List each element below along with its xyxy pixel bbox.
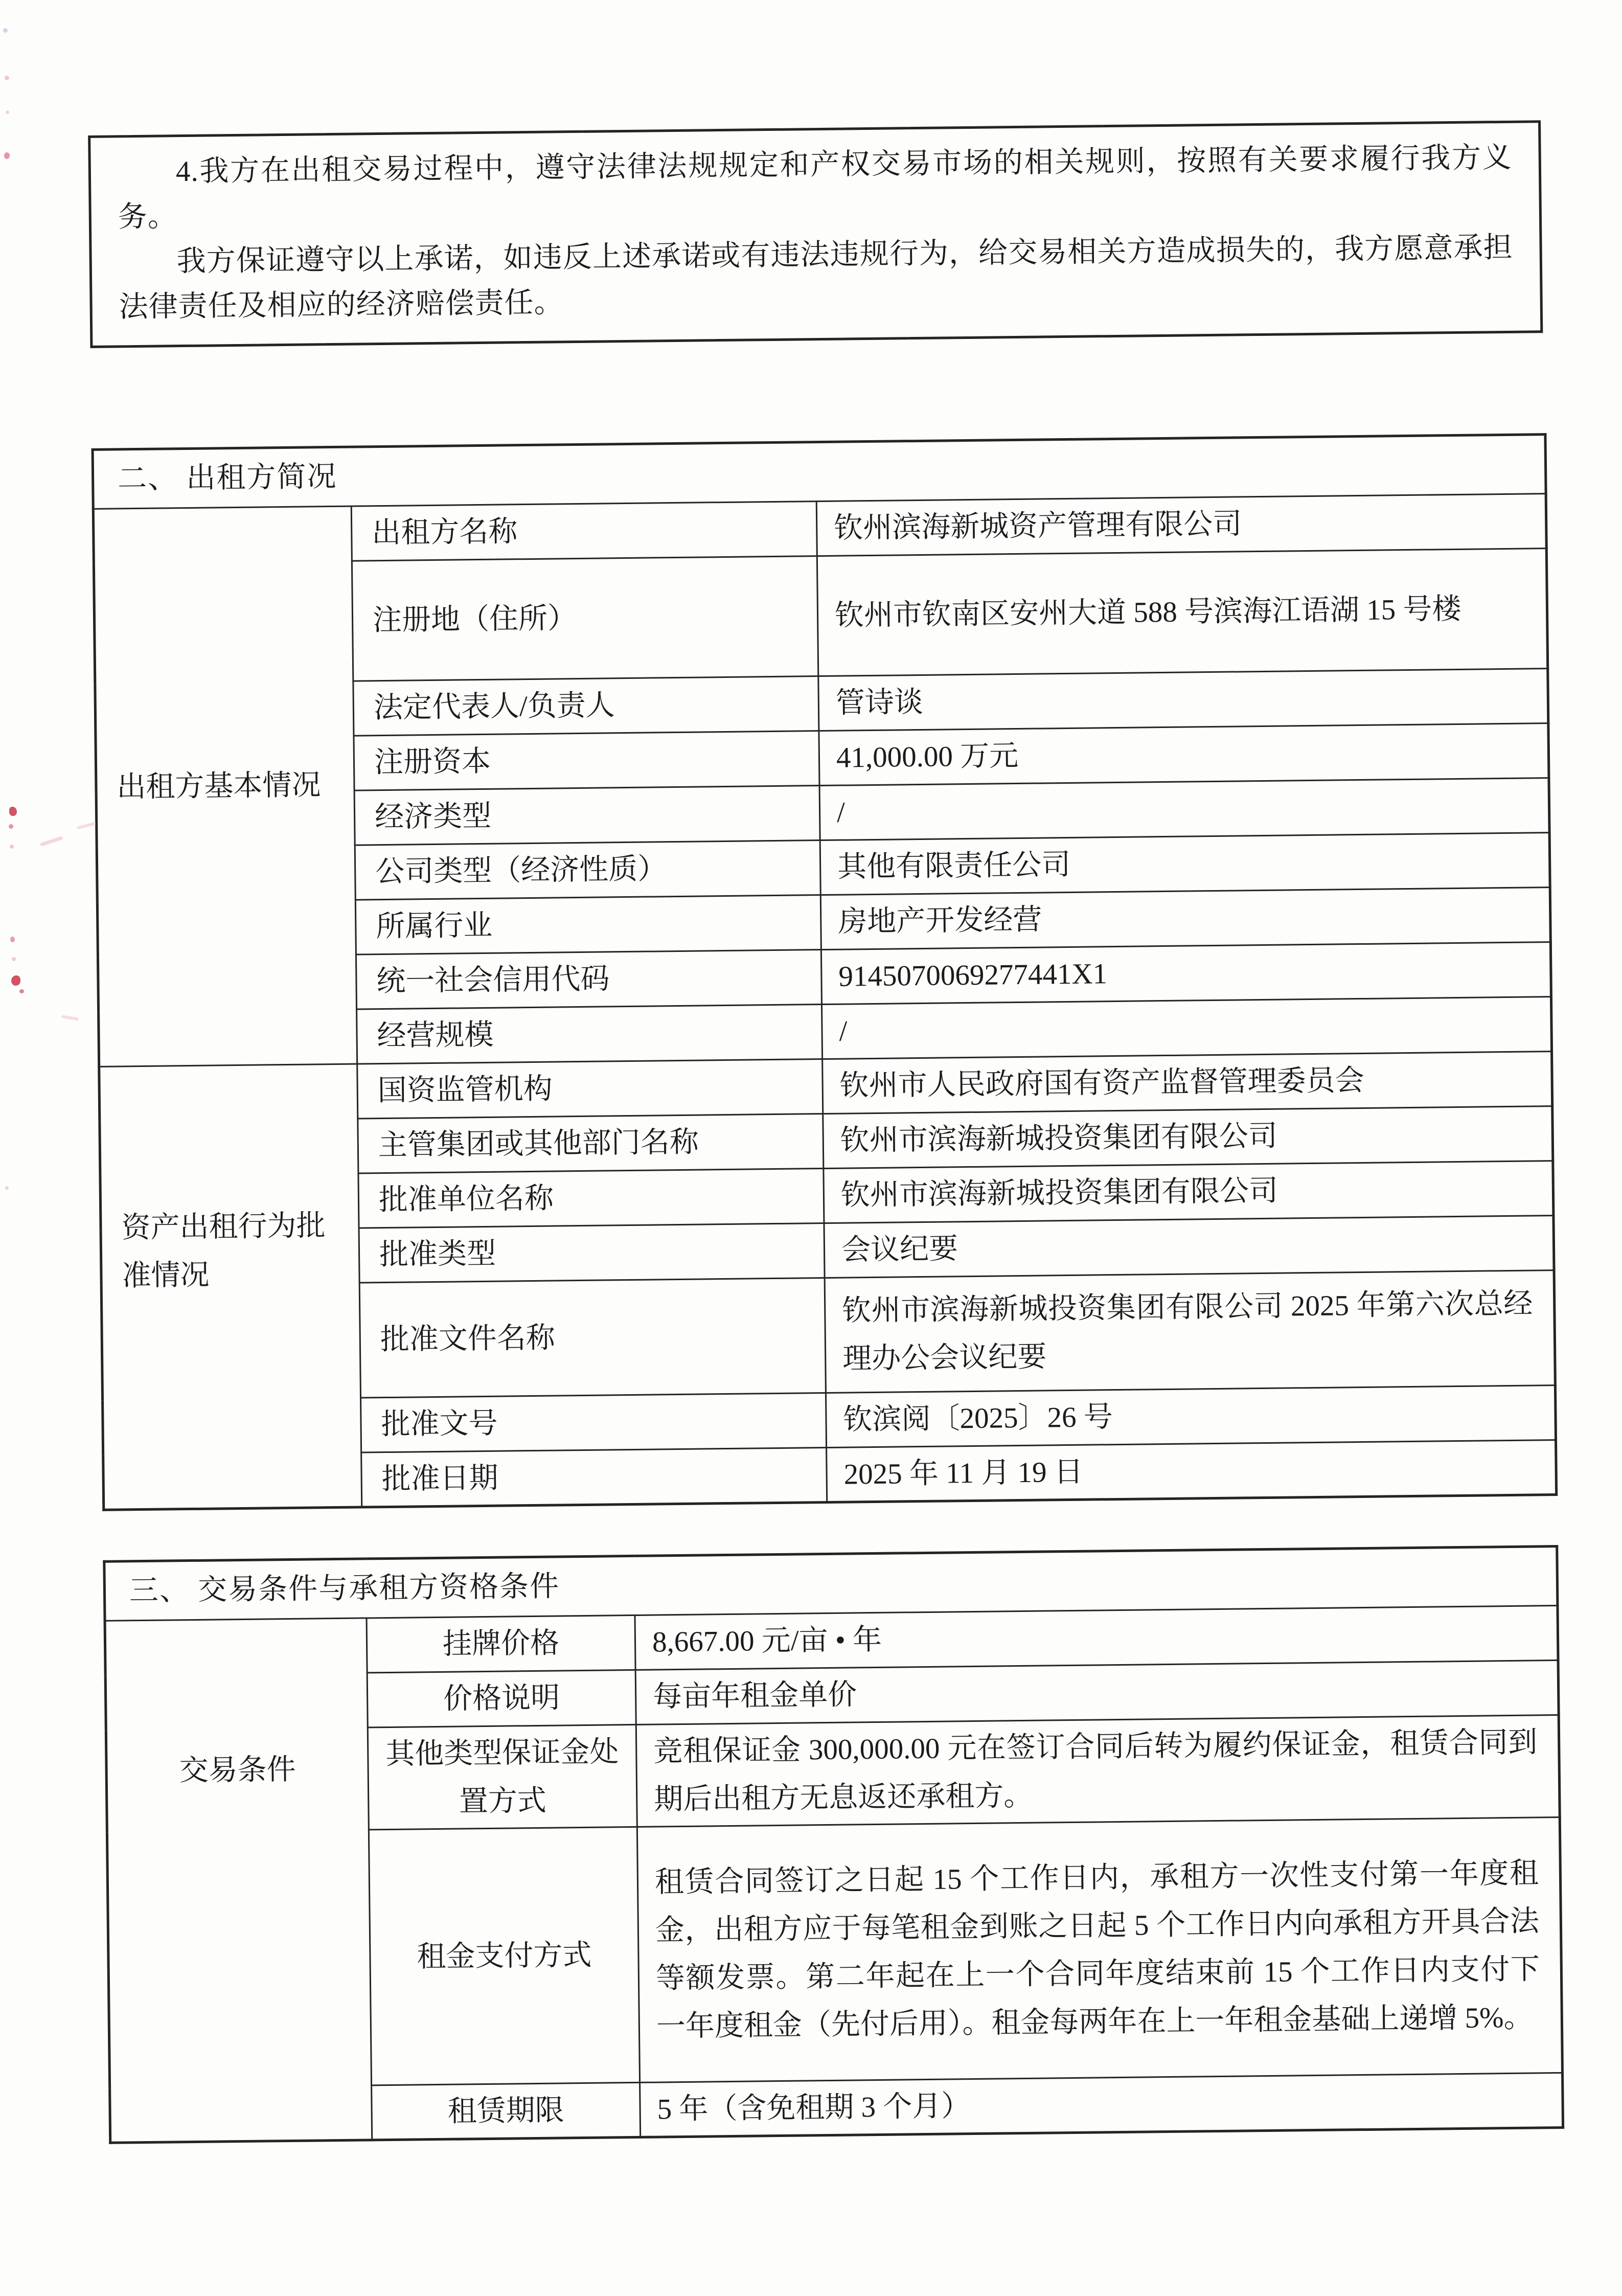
group-header-trade-conditions: 交易条件 [105, 1618, 372, 2143]
group-header-basic-info: 出租方基本情况 [93, 506, 357, 1066]
row-value: 钦州市滨海新城投资集团有限公司 [824, 1161, 1554, 1223]
row-value: / [822, 997, 1552, 1059]
group-header-approval-info: 资产出租行为批准情况 [99, 1064, 362, 1510]
lessor-profile-table [92, 433, 1558, 1511]
row-value: 钦州市滨海新城投资集团有限公司 2025 年第六次总经理办公会议纪要 [825, 1270, 1555, 1393]
row-label: 挂牌价格 [367, 1615, 635, 1672]
document-sheet [87, 0, 1562, 2144]
scan-artifact [40, 836, 63, 847]
row-value: 钦州市滨海新城投资集团有限公司 [823, 1106, 1553, 1169]
commitment-notice-box [88, 120, 1543, 348]
section2-title: 二、 出租方简况 [93, 435, 1546, 509]
scan-artifact [11, 975, 20, 986]
row-label: 批准类型 [359, 1223, 825, 1283]
row-label: 所属行业 [355, 895, 821, 955]
row-value: 2025 年 11 月 19 日 [827, 1440, 1557, 1503]
row-label: 其他类型保证金处置方式 [368, 1724, 637, 1829]
row-value: 5 年（含免租期 3 个月） [640, 2073, 1563, 2137]
scan-artifact [9, 807, 17, 816]
scan-artifact [10, 845, 14, 849]
row-label: 价格说明 [367, 1670, 636, 1727]
scan-artifact [5, 76, 9, 80]
notice-paragraph: 4.我方在出租交易过程中，遵守法律法规规定和产权交易市场的相关规则，按照有关要求履行我方义务。 [118, 141, 1513, 234]
row-value: 会议纪要 [824, 1216, 1554, 1278]
row-label: 经营规模 [357, 1005, 823, 1064]
row-value: 9145070069277441X1 [821, 942, 1551, 1005]
scan-artifact [3, 28, 8, 33]
row-value: 租赁合同签订之日起 15 个工作日内，承租方一次性支付第一年度租金，出租方应于每笔租金到账之日起 5 个工作日内向承租方开具合法等额发票。第二年起在上一个合同年度结束前 15 个工作日内支付下一年度租金（先付后用）。租金每两年在上一年租金基础上递增 5%。 [637, 1817, 1562, 2083]
row-value: 管诗谈 [818, 669, 1548, 731]
scan-artifact [61, 1015, 79, 1021]
row-label: 统一社会信用代码 [356, 950, 821, 1010]
scan-artifact [77, 822, 96, 829]
scan-artifact [12, 957, 16, 961]
row-value: / [819, 778, 1549, 840]
row-label: 批准文号 [361, 1393, 827, 1453]
row-value: 竞租保证金 300,000.00 元在签订合同后转为履约保证金，租赁合同到期后出租方无息返还承租方。 [636, 1715, 1560, 1827]
notice-paragraph: 我方保证遵守以上承诺，如违反上述承诺或有违法违规行为，给交易相关方造成损失的，我方愿意承担法律责任及相应的经济赔偿责任。 [119, 231, 1513, 324]
row-label: 法定代表人/负责人 [353, 676, 819, 736]
row-label: 出租方名称 [351, 502, 817, 561]
row-label: 注册资本 [354, 731, 819, 791]
row-label: 国资监管机构 [357, 1059, 823, 1119]
row-label: 公司类型（经济性质） [355, 840, 820, 900]
scan-artifact [5, 1186, 9, 1190]
row-value: 钦州市人民政府国有资产监督管理委员会 [823, 1052, 1552, 1114]
trade-conditions-table [103, 1545, 1564, 2144]
row-value: 钦州滨海新城资产管理有限公司 [816, 494, 1546, 556]
row-value: 每亩年租金单价 [635, 1661, 1559, 1725]
row-label: 主管集团或其他部门名称 [358, 1114, 824, 1174]
scan-artifact [4, 152, 10, 159]
row-label: 租金支付方式 [369, 1827, 639, 2085]
scan-artifact [6, 110, 9, 114]
scan-artifact [9, 824, 13, 829]
row-label: 批准单位名称 [358, 1169, 824, 1229]
row-label: 租赁期限 [372, 2082, 641, 2140]
row-label: 经济类型 [354, 786, 820, 846]
section3-title: 三、 交易条件与承租方资格条件 [104, 1547, 1558, 1621]
row-value: 其他有限责任公司 [820, 833, 1550, 895]
row-value: 钦滨阅〔2025〕26 号 [826, 1385, 1556, 1448]
scan-artifact [10, 937, 15, 942]
row-value: 钦州市钦南区安州大道 588 号滨海江语湖 15 号楼 [817, 549, 1547, 676]
row-label: 注册地（住所） [352, 556, 818, 681]
scan-artifact [19, 989, 24, 993]
row-label: 批准文件名称 [359, 1278, 826, 1398]
row-value: 41,000.00 万元 [819, 723, 1549, 786]
row-label: 批准日期 [361, 1447, 827, 1507]
row-value: 房地产开发经营 [820, 888, 1550, 950]
row-value: 8,667.00 元/亩 • 年 [635, 1606, 1558, 1670]
